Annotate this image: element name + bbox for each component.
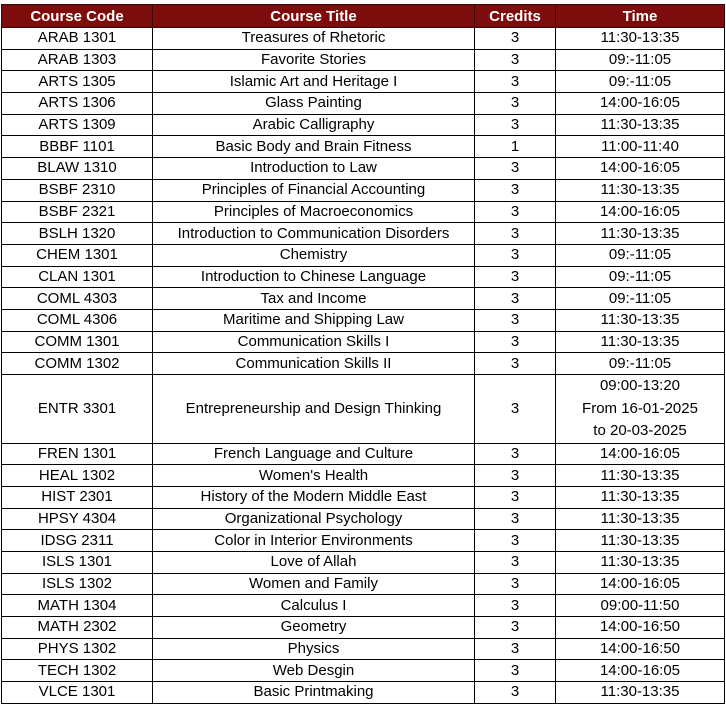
- course-title: Introduction to Chinese Language: [153, 266, 475, 288]
- course-time: 09:00-11:50: [556, 595, 725, 617]
- table-row: [2, 331, 725, 353]
- course-code: ARTS 1305: [2, 71, 153, 93]
- course-time: 11:30-13:35: [556, 223, 725, 245]
- course-credits: 3: [475, 244, 556, 266]
- course-schedule-table: [1, 4, 725, 704]
- course-code: CHEM 1301: [2, 244, 153, 266]
- header-course-title: Course Title: [153, 5, 475, 28]
- course-time: 14:00-16:05: [556, 443, 725, 465]
- course-credits: 3: [475, 617, 556, 639]
- course-credits: 1: [475, 136, 556, 158]
- table-row: [2, 551, 725, 573]
- course-code: BSLH 1320: [2, 223, 153, 245]
- course-code: COMM 1301: [2, 331, 153, 353]
- course-credits: 3: [475, 309, 556, 331]
- course-credits: 3: [475, 223, 556, 245]
- course-time: 11:30-13:35: [556, 179, 725, 201]
- course-credits: 3: [475, 486, 556, 508]
- course-code: FREN 1301: [2, 443, 153, 465]
- course-title: Islamic Art and Heritage I: [153, 71, 475, 93]
- course-title: Women's Health: [153, 465, 475, 487]
- course-title: Favorite Stories: [153, 49, 475, 71]
- course-time: 11:30-13:35: [556, 682, 725, 704]
- table-row: [2, 682, 725, 704]
- course-time: 14:00-16:05: [556, 158, 725, 180]
- course-code: ARTS 1309: [2, 114, 153, 136]
- course-time: 14:00-16:05: [556, 573, 725, 595]
- course-title: Communication Skills I: [153, 331, 475, 353]
- course-code: VLCE 1301: [2, 682, 153, 704]
- course-credits: 3: [475, 508, 556, 530]
- course-code: HPSY 4304: [2, 508, 153, 530]
- time-range: 09:00-13:20: [599, 377, 681, 394]
- course-time: 11:30-13:35: [556, 309, 725, 331]
- header-time: Time: [556, 5, 725, 28]
- course-time: 14:00-16:05: [556, 93, 725, 115]
- course-title: Web Desgin: [153, 660, 475, 682]
- course-credits: 3: [475, 595, 556, 617]
- date-from: From 16-01-2025: [582, 399, 698, 417]
- table-row: [2, 508, 725, 530]
- course-credits: 3: [475, 288, 556, 310]
- course-code: ARAB 1301: [2, 28, 153, 50]
- course-title: Geometry: [153, 617, 475, 639]
- course-credits: 3: [475, 682, 556, 704]
- table-row: [2, 244, 725, 266]
- course-code: ARTS 1306: [2, 93, 153, 115]
- course-credits: 3: [475, 28, 556, 50]
- course-credits: 3: [475, 353, 556, 375]
- table-row: [2, 573, 725, 595]
- course-code: BSBF 2310: [2, 179, 153, 201]
- table-row: [2, 158, 725, 180]
- table-row: [2, 486, 725, 508]
- course-code: COML 4306: [2, 309, 153, 331]
- header-course-code: Course Code: [2, 5, 153, 28]
- course-title: Chemistry: [153, 244, 475, 266]
- course-credits: 3: [475, 551, 556, 573]
- course-title: Organizational Psychology: [153, 508, 475, 530]
- table-row-entr: [2, 375, 725, 444]
- course-time: 14:00-16:50: [556, 638, 725, 660]
- course-title: Principles of Macroeconomics: [153, 201, 475, 223]
- course-time: 11:30-13:35: [556, 530, 725, 552]
- course-credits: 3: [475, 266, 556, 288]
- course-credits: 3: [475, 443, 556, 465]
- course-time: 14:00-16:05: [556, 660, 725, 682]
- course-time: 09:-11:05: [556, 288, 725, 310]
- table-row: [2, 49, 725, 71]
- course-title: Color in Interior Environments: [153, 530, 475, 552]
- header-credits: Credits: [475, 5, 556, 28]
- course-title: Calculus I: [153, 595, 475, 617]
- course-code: COMM 1302: [2, 353, 153, 375]
- course-time: 09:-11:05: [556, 49, 725, 71]
- course-code: IDSG 2311: [2, 530, 153, 552]
- course-time: 09:-11:05: [556, 244, 725, 266]
- course-title: Maritime and Shipping Law: [153, 309, 475, 331]
- table-row: [2, 93, 725, 115]
- course-code: CLAN 1301: [2, 266, 153, 288]
- table-row: [2, 660, 725, 682]
- course-time: 11:30-13:35: [556, 465, 725, 487]
- course-code: ENTR 3301: [2, 375, 153, 444]
- course-time-multiline: [556, 375, 725, 444]
- table-row: [2, 28, 725, 50]
- course-title: Communication Skills II: [153, 353, 475, 375]
- course-time: 09:-11:05: [556, 353, 725, 375]
- course-credits: 3: [475, 158, 556, 180]
- table-row: [2, 530, 725, 552]
- table-row: [2, 136, 725, 158]
- table-row: [2, 465, 725, 487]
- course-title: Basic Body and Brain Fitness: [153, 136, 475, 158]
- course-code: MATH 1304: [2, 595, 153, 617]
- course-time: 11:30-13:35: [556, 551, 725, 573]
- course-title: Arabic Calligraphy: [153, 114, 475, 136]
- course-title: Women and Family: [153, 573, 475, 595]
- table-row: [2, 638, 725, 660]
- table-row: [2, 179, 725, 201]
- course-title: French Language and Culture: [153, 443, 475, 465]
- course-title: Introduction to Law: [153, 158, 475, 180]
- table-row: [2, 309, 725, 331]
- course-time: 11:30-13:35: [556, 114, 725, 136]
- course-code: BLAW 1310: [2, 158, 153, 180]
- header-row: [2, 5, 725, 28]
- course-time: 11:30-13:35: [556, 28, 725, 50]
- course-time: 11:00-11:40: [556, 136, 725, 158]
- table-row: [2, 443, 725, 465]
- course-credits: 3: [475, 331, 556, 353]
- course-title: Basic Printmaking: [153, 682, 475, 704]
- course-credits: 3: [475, 71, 556, 93]
- course-credits: 3: [475, 465, 556, 487]
- course-credits: 3: [475, 638, 556, 660]
- course-title: Glass Painting: [153, 93, 475, 115]
- course-title: Love of Allah: [153, 551, 475, 573]
- course-credits: 3: [475, 375, 556, 444]
- table-row: [2, 201, 725, 223]
- course-time: 09:-11:05: [556, 266, 725, 288]
- course-credits: 3: [475, 573, 556, 595]
- course-time: 11:30-13:35: [556, 331, 725, 353]
- course-code: COML 4303: [2, 288, 153, 310]
- course-title: Entrepreneurship and Design Thinking: [153, 375, 475, 444]
- table-row: [2, 71, 725, 93]
- course-credits: 3: [475, 93, 556, 115]
- course-credits: 3: [475, 530, 556, 552]
- course-code: ISLS 1301: [2, 551, 153, 573]
- table-row: [2, 595, 725, 617]
- table-row: [2, 353, 725, 375]
- course-code: BSBF 2321: [2, 201, 153, 223]
- course-title: History of the Modern Middle East: [153, 486, 475, 508]
- course-credits: 3: [475, 660, 556, 682]
- table-row: [2, 617, 725, 639]
- course-code: PHYS 1302: [2, 638, 153, 660]
- course-credits: 3: [475, 179, 556, 201]
- course-title: Tax and Income: [153, 288, 475, 310]
- course-code: BBBF 1101: [2, 136, 153, 158]
- course-credits: 3: [475, 201, 556, 223]
- course-credits: 3: [475, 49, 556, 71]
- course-time: 11:30-13:35: [556, 486, 725, 508]
- table-row: [2, 266, 725, 288]
- table-row: [2, 288, 725, 310]
- course-title: Introduction to Communication Disorders: [153, 223, 475, 245]
- table-row: [2, 223, 725, 245]
- course-time: 14:00-16:50: [556, 617, 725, 639]
- date-to: to 20-03-2025: [593, 422, 687, 439]
- course-code: HIST 2301: [2, 486, 153, 508]
- course-time: 09:-11:05: [556, 71, 725, 93]
- course-title: Physics: [153, 638, 475, 660]
- course-code: ARAB 1303: [2, 49, 153, 71]
- course-code: ISLS 1302: [2, 573, 153, 595]
- course-credits: 3: [475, 114, 556, 136]
- course-title: Principles of Financial Accounting: [153, 179, 475, 201]
- course-title: Treasures of Rhetoric: [153, 28, 475, 50]
- course-code: TECH 1302: [2, 660, 153, 682]
- table-row: [2, 114, 725, 136]
- course-code: HEAL 1302: [2, 465, 153, 487]
- course-time: 14:00-16:05: [556, 201, 725, 223]
- course-time: 11:30-13:35: [556, 508, 725, 530]
- course-code: MATH 2302: [2, 617, 153, 639]
